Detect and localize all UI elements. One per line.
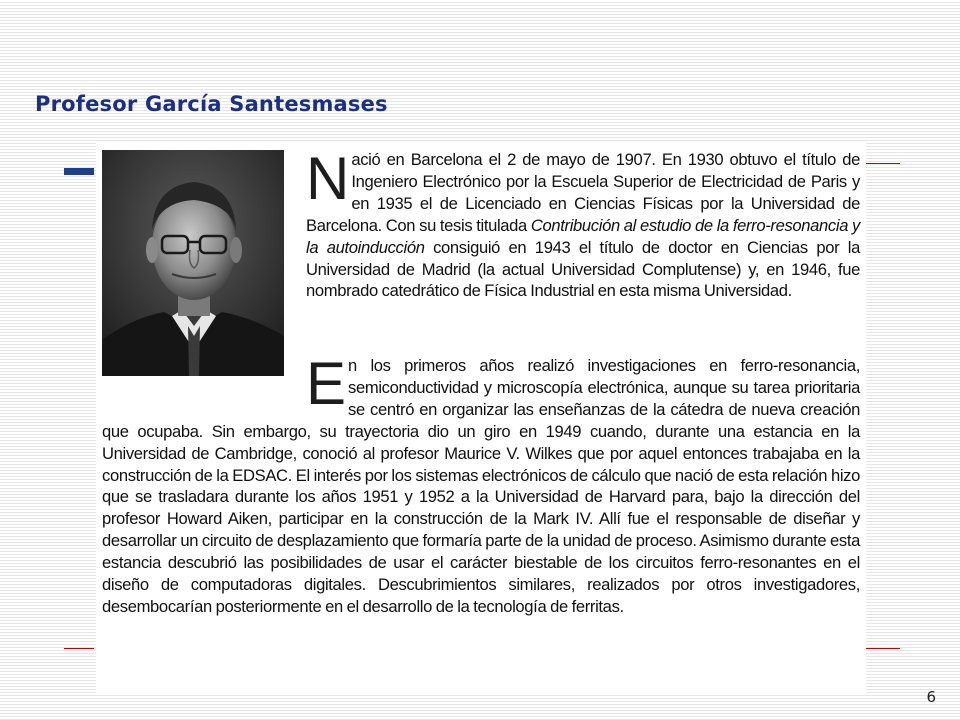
paragraph-2-text: n los primeros años realizó investigaciones en ferro-resonancia, semiconductividad y microscopía electrónica, aunque su tarea prioritaria se centró en organizar las enseñanzas de la cátedra de nueva creación que ocupaba. Sin embargo, su trayectoria dio un giro en 1949 cuando, durante una estancia en la Universidad de Cambridge, conoció al profesor Maurice V. Wilkes que por aquel entonces trabajaba en la construcción de la EDSAC. El interés por los sistemas electrónicos de cálculo que nació de esta relación hizo que se trasladara durante los años 1951 y 1952 a la Universidad de Harvard para, bajo la dirección del profesor Howard Aiken, participar en la construcción de la Mark IV. Allí fue el responsable de diseñar y desarrollar un circuito de desplazamiento que formaría parte de la unidad de proceso. Asimismo durante esta estancia descubrió las posibilidades de usar el carácter biestable de los circuitos ferro-resonantes en el diseño de computadoras digitales. Descubrimientos similares, realizados por otros investigadores, desembocarían posteriormente en el desarrollo de la tecnología de ferritas. xyxy=(102,356,860,616)
slide-title: Profesor García Santesmases xyxy=(35,92,388,116)
accent-bar xyxy=(64,168,94,175)
decorative-rule-bottom-left xyxy=(64,648,94,649)
paragraph-2 xyxy=(102,350,860,618)
decorative-rule-top-right xyxy=(862,163,900,164)
portrait-photo xyxy=(102,150,284,376)
paragraph-1-text-a: ació en Barcelona el 2 de mayo de 1907. En 1930 obtuvo el título de Ingeniero Electrónico por la Escuela Superior de Electricidad de Paris y en 1935 el de Licenciado en Ciencias Físicas por la Universidad de Barcelona. Con su tesis titulada xyxy=(306,150,860,235)
biography-article xyxy=(96,142,866,694)
dropcap-n: N xyxy=(306,145,350,212)
dropcap-e: E xyxy=(306,350,347,417)
thesis-title: Contribución al estudio de la ferro-resonancia y la autoinducción xyxy=(306,215,860,257)
decorative-rule-bottom-right xyxy=(862,648,900,649)
page-number: 6 xyxy=(926,688,936,706)
paragraph-1-text-b: consiguió en 1943 el título de doctor en Ciencias por la Universidad de Madrid (la actual Universidad Complutense) y, en 1946, fue nombrado catedrático de Física Industrial en esta misma Universidad. xyxy=(306,237,860,301)
